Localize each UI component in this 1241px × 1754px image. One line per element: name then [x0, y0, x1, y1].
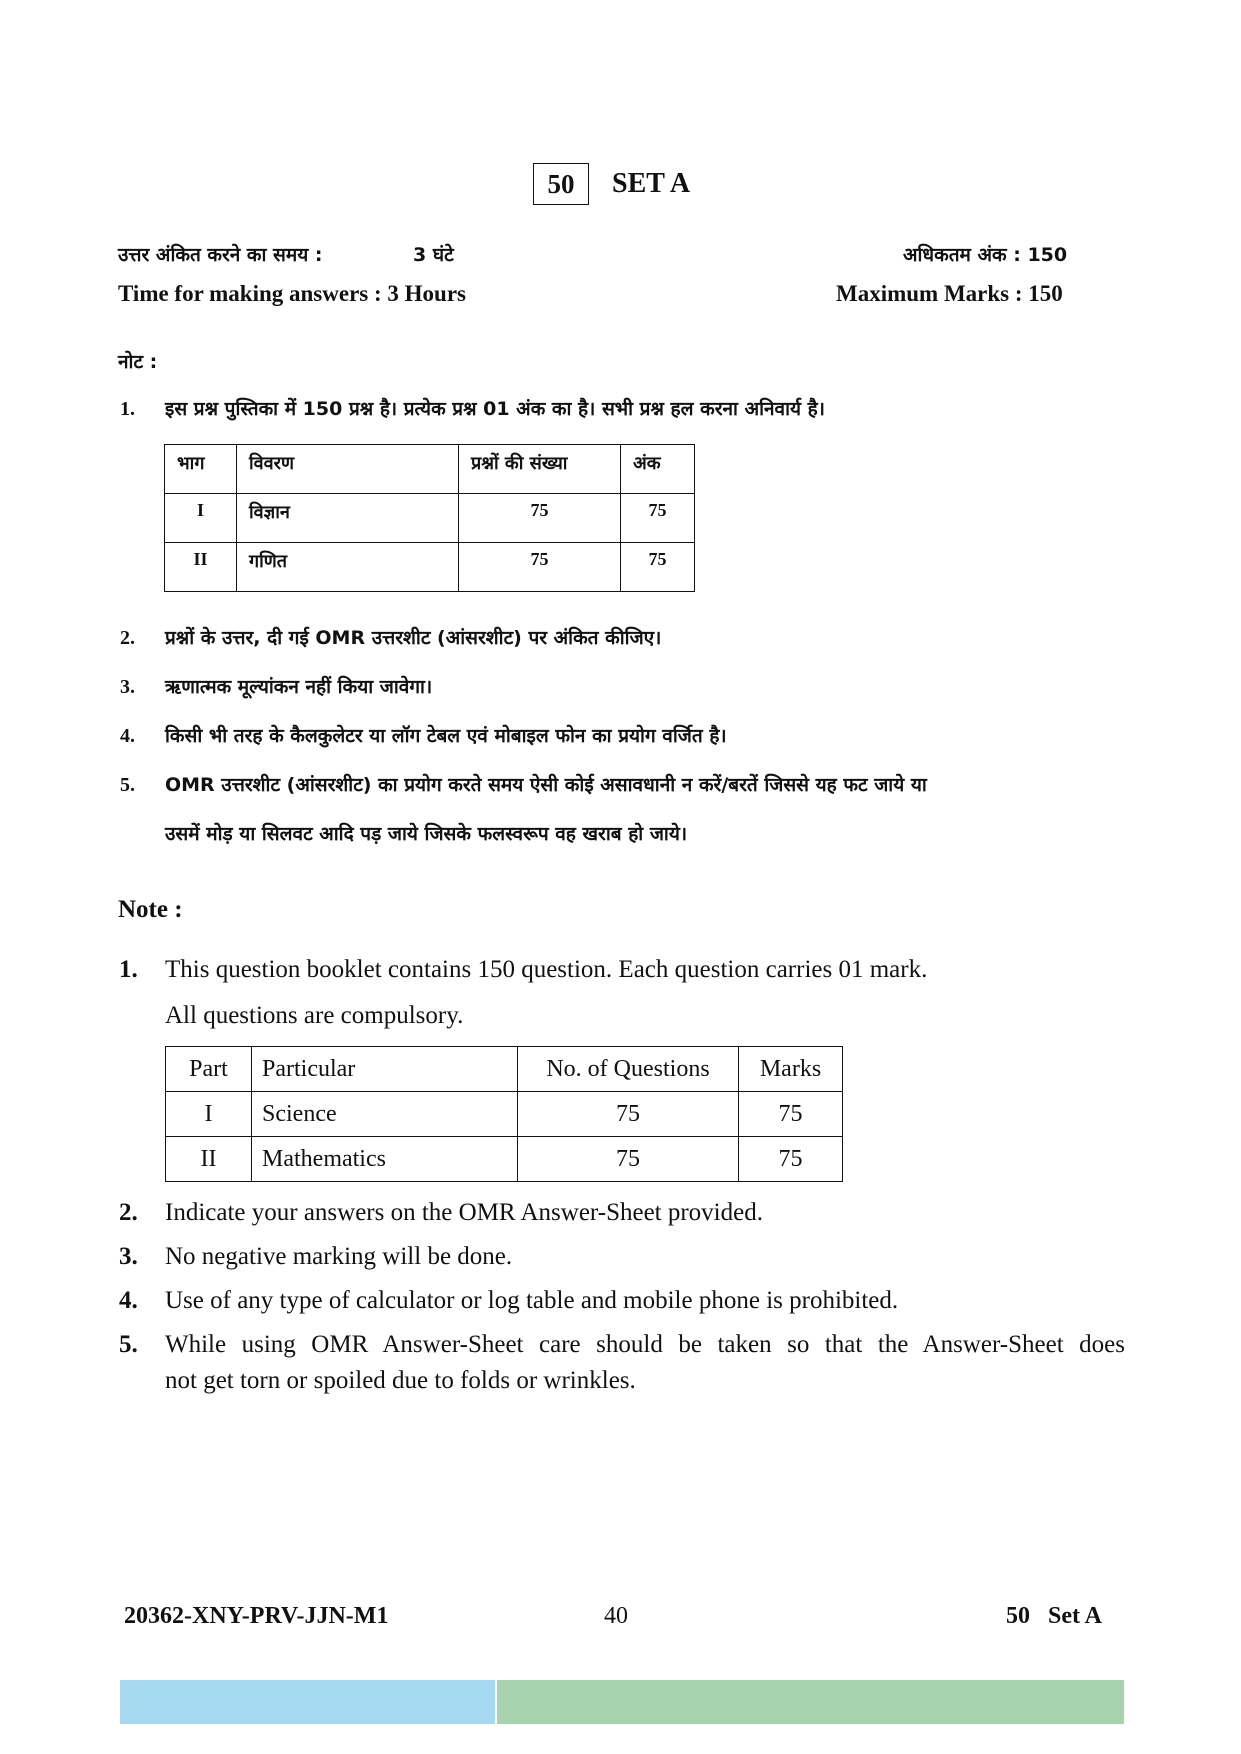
table-row — [165, 543, 695, 592]
english-item-text: While using OMR Answer-Sheet care should be taken so that the Answer-Sheet does — [165, 1331, 1125, 1358]
hindi-item-text-cont: उसमें मोड़ या सिलवट आदि पड़ जाये जिसके फलस्वरूप वह खराब हो जाये। — [165, 823, 688, 845]
english-item-text: Use of any type of calculator or log table and mobile phone is prohibited. — [165, 1287, 899, 1314]
table-row — [165, 494, 695, 543]
footer-set: 50 Set A — [1006, 1603, 1102, 1629]
table-cell: विज्ञान — [237, 494, 459, 543]
set-label: SET A — [612, 168, 691, 199]
hindi-note-title: नोट : — [118, 351, 158, 373]
english-item-text-cont: All questions are compulsory. — [165, 1002, 464, 1029]
table-row — [166, 1092, 843, 1137]
english-item-text: This question booklet contains 150 question. Each question carries 01 mark. — [165, 956, 928, 983]
table-cell: Science — [252, 1092, 518, 1137]
english-item-text: Indicate your answers on the OMR Answer-Sheet provided. — [165, 1199, 763, 1226]
table-cell: I — [165, 494, 237, 543]
hindi-time-label: उत्तर अंकित करने का समय : — [118, 244, 323, 266]
english-item-number: 2. — [119, 1199, 138, 1226]
table-cell: I — [166, 1092, 252, 1137]
hindi-time-value: 3 घंटे — [413, 244, 454, 266]
english-time: Time for making answers : 3 Hours — [118, 281, 466, 306]
table-cell: II — [166, 1137, 252, 1182]
set-number-box: 50 — [533, 163, 589, 205]
table-header-cell: Part — [166, 1047, 252, 1092]
hindi-item-text: इस प्रश्न पुस्तिका में 150 प्रश्न है। प्रत्येक प्रश्न 01 अंक का है। सभी प्रश्न हल करना अनिवार्य है। — [165, 398, 825, 420]
hindi-parts-table — [164, 444, 695, 592]
english-max-marks: Maximum Marks : 150 — [836, 281, 1063, 306]
table-cell: II — [165, 543, 237, 592]
table-row — [166, 1137, 843, 1182]
hindi-max-marks: अधिकतम अंक : 150 — [903, 244, 1068, 266]
hindi-item-number: 3. — [120, 676, 135, 698]
table-header-cell: No. of Questions — [518, 1047, 739, 1092]
footer-bar-left — [120, 1680, 495, 1724]
table-cell: 75 — [621, 543, 695, 592]
table-cell: 75 — [621, 494, 695, 543]
footer-bar-right — [497, 1680, 1124, 1724]
english-item-number: 5. — [119, 1331, 138, 1358]
table-cell: Mathematics — [252, 1137, 518, 1182]
english-item-text: No negative marking will be done. — [165, 1243, 513, 1270]
table-cell: 75 — [518, 1137, 739, 1182]
table-header-row — [166, 1047, 843, 1092]
table-header-cell: Particular — [252, 1047, 518, 1092]
table-cell: गणित — [237, 543, 459, 592]
table-cell: 75 — [459, 494, 621, 543]
hindi-item-number: 2. — [120, 627, 135, 649]
english-note-title: Note : — [118, 896, 183, 923]
table-header-cell: विवरण — [237, 445, 459, 494]
english-item-number: 4. — [119, 1287, 138, 1314]
hindi-item-text: प्रश्नों के उत्तर, दी गई OMR उत्तरशीट (आंसरशीट) पर अंकित कीजिए। — [165, 627, 662, 649]
table-cell: 75 — [739, 1137, 843, 1182]
english-item-number: 1. — [119, 956, 138, 983]
english-item-number: 3. — [119, 1243, 138, 1270]
hindi-item-text: किसी भी तरह के कैलकुलेटर या लॉग टेबल एवं मोबाइल फोन का प्रयोग वर्जित है। — [165, 725, 727, 747]
english-item-text-cont: not get torn or spoiled due to folds or wrinkles. — [165, 1367, 636, 1394]
hindi-item-text: OMR उत्तरशीट (आंसरशीट) का प्रयोग करते समय ऐसी कोई असावधानी न करें/बरतें जिससे यह फट जाये या — [165, 774, 927, 796]
footer-code: 20362-XNY-PRV-JJN-M1 — [124, 1603, 389, 1629]
table-cell: 75 — [459, 543, 621, 592]
hindi-item-number: 5. — [120, 774, 135, 796]
table-header-row — [165, 445, 695, 494]
table-cell: 75 — [518, 1092, 739, 1137]
hindi-item-text: ऋणात्मक मूल्यांकन नहीं किया जावेगा। — [165, 676, 433, 698]
hindi-item-number: 4. — [120, 725, 135, 747]
table-header-cell: Marks — [739, 1047, 843, 1092]
page-number: 40 — [604, 1603, 628, 1629]
hindi-item-number: 1. — [120, 398, 135, 420]
table-header-cell: प्रश्नों की संख्या — [459, 445, 621, 494]
table-header-cell: अंक — [621, 445, 695, 494]
table-header-cell: भाग — [165, 445, 237, 494]
english-parts-table — [165, 1046, 843, 1182]
table-cell: 75 — [739, 1092, 843, 1137]
